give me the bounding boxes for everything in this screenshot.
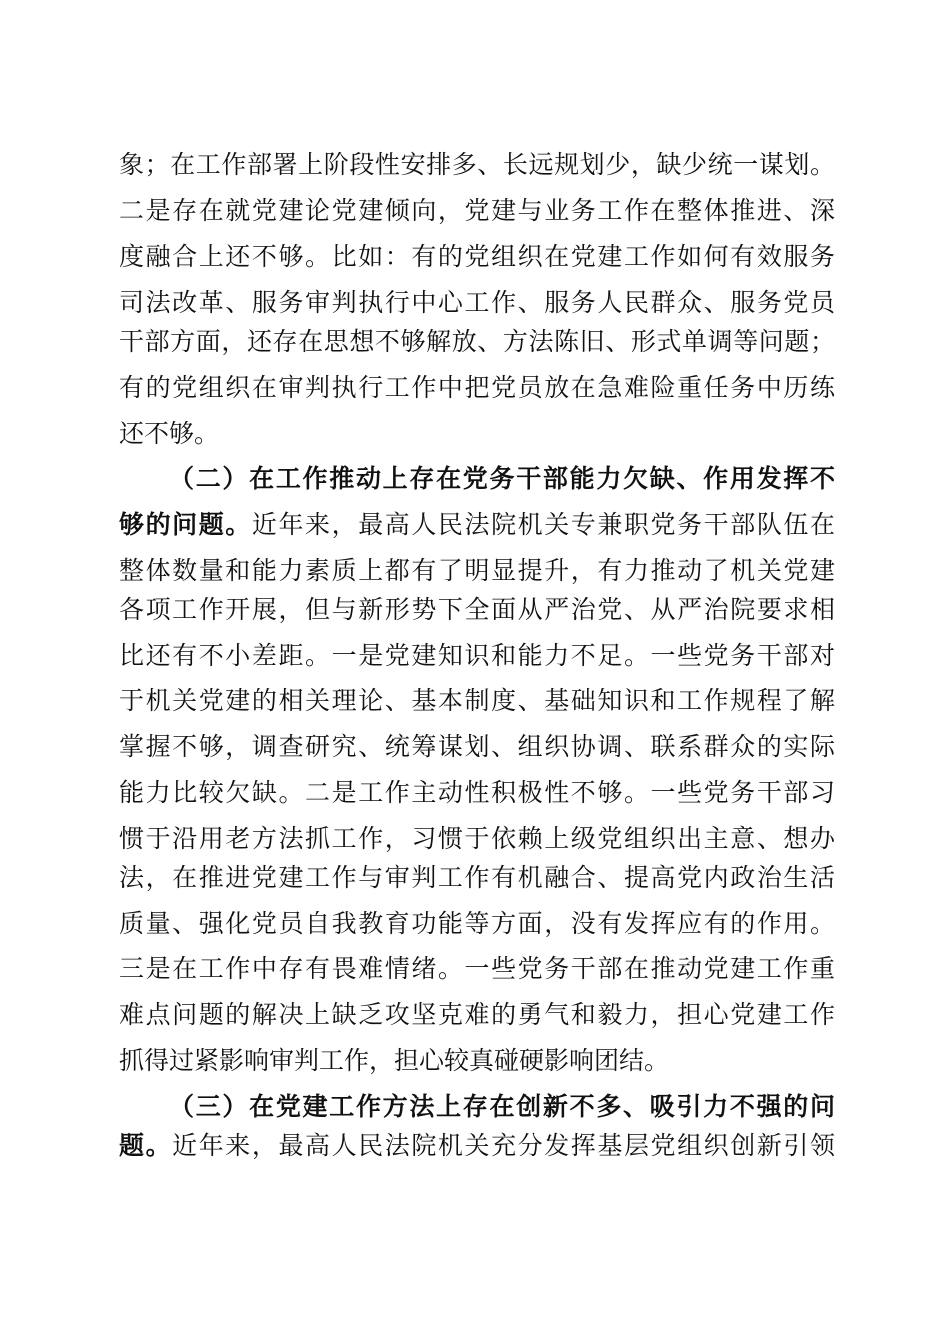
body-text-span: 近年来，最高人民法院机关充分发挥基层党组织创新引领 <box>172 1131 835 1160</box>
body-text-line: 有的党组织在审判执行工作中把党员放在急难险重任务中历练 <box>119 373 835 402</box>
body-text-line: 二是存在就党建论党建倾向，党建与业务工作在整体推进、深 <box>119 196 835 225</box>
body-text-line: 度融合上还不够。比如：有的党组织在党建工作如何有效服务 <box>119 242 835 271</box>
body-text-line: 掌握不够，调查研究、统筹谋划、组织协调、联系群众的实际 <box>119 732 835 761</box>
body-text-line: 整体数量和能力素质上都有了明显提升，有力推动了机关党建 <box>119 556 835 585</box>
section-heading-2: （二）在工作推动上存在党务干部能力欠缺、作用发挥不 <box>169 464 835 493</box>
body-text-line: 能力比较欠缺。二是工作主动性积极性不够。一些党务干部习 <box>119 778 835 807</box>
section-heading-3-cont: 题。 <box>119 1131 173 1160</box>
body-text-line: 质量、强化党员自我教育功能等方面，没有发挥应有的作用。 <box>119 909 835 938</box>
body-text-line: 还不够。 <box>119 419 220 448</box>
body-text-line: 三是在工作中存有畏难情绪。一些党务干部在推动党建工作重 <box>119 954 835 983</box>
body-text-line: 各项工作开展，但与新形势下全面从严治党、从严治院要求相 <box>119 595 835 624</box>
body-text-line: 难点问题的解决上缺乏攻坚克难的勇气和毅力，担心党建工作 <box>119 1000 835 1029</box>
body-text-line: 象；在工作部署上阶段性安排多、长远规划少，缺少统一谋划。 <box>119 150 835 179</box>
body-text-line <box>119 503 835 547</box>
body-text-line: 法，在推进党建工作与审判工作有机融合、提高党内政治生活 <box>119 863 835 892</box>
section-heading-3: （三）在党建工作方法上存在创新不多、吸引力不强的问 <box>169 1092 835 1121</box>
body-text-line: 比还有不小差距。一是党建知识和能力不足。一些党务干部对 <box>119 641 835 670</box>
body-text-line: 惯于沿用老方法抓工作，习惯于依赖上级党组织出主意、想办 <box>119 824 835 853</box>
body-text-line: 于机关党建的相关理论、基本制度、基础知识和工作规程了解 <box>119 686 835 715</box>
body-text-line <box>119 1124 835 1168</box>
section-heading-2-cont: 够的问题。 <box>119 510 252 539</box>
body-text-line: 抓得过紧影响审判工作，担心较真碰硬影响团结。 <box>119 1046 670 1075</box>
body-text-line: 干部方面，还存在思想不够解放、方法陈旧、形式单调等问题； <box>119 327 835 356</box>
body-text-span: 近年来，最高人民法院机关专兼职党务干部队伍在 <box>251 510 835 539</box>
body-text-line: 司法改革、服务审判执行中心工作、服务人民群众、服务党员 <box>119 288 835 317</box>
